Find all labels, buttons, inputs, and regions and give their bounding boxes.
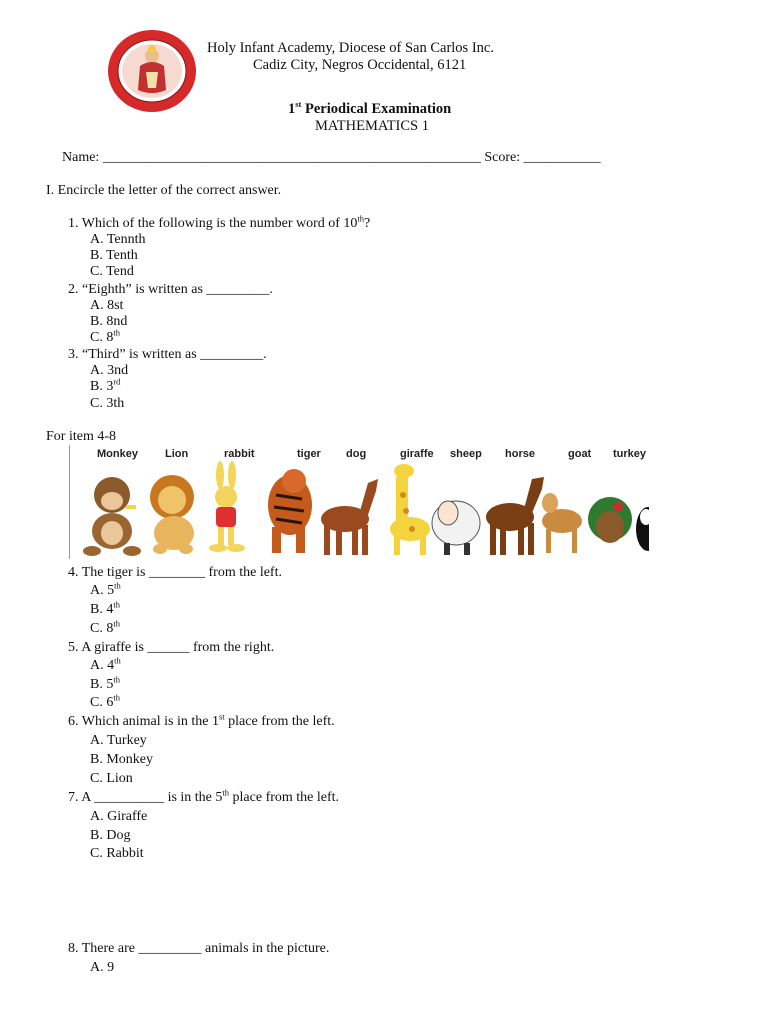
q5-option-c: C. 6th: [90, 692, 120, 710]
animal-label-turkey: turkey: [613, 448, 647, 460]
question-4: 4. The tiger is ________ from the left.: [68, 565, 282, 580]
q6-option-b: B. Monkey: [90, 752, 153, 767]
animal-label-sheep: sheep: [450, 448, 482, 460]
rabbit-illustration: [209, 461, 245, 552]
name-score-line: Name: ______________________________________________________ Score: ___________: [62, 150, 601, 165]
dog-illustration: [321, 479, 378, 555]
q1-option-a: A. Tennth: [90, 232, 146, 247]
q8-option-a: A. 9: [90, 960, 115, 975]
goat-illustration: [542, 493, 582, 553]
horse-illustration: [486, 477, 544, 555]
tiger-illustration: [268, 469, 312, 553]
q1-option-b: B. Tenth: [90, 248, 138, 263]
question-3: 3. “Third” is written as _________.: [68, 347, 267, 362]
q4-option-c: C. 8th: [90, 618, 120, 636]
question-2: 2. “Eighth” is written as _________.: [68, 282, 273, 297]
q2-option-c: C. 8th: [90, 327, 120, 345]
animal-label-dog: dog: [346, 448, 367, 460]
school-seal: [106, 28, 198, 114]
animal-label-rabbit: rabbit: [224, 448, 255, 460]
school-name: Holy Infant Academy, Diocese of San Carlos Inc.: [207, 40, 494, 56]
q5-option-b: B. 5th: [90, 674, 120, 692]
animal-label-goat: goat: [568, 448, 592, 460]
animal-label-horse: horse: [505, 448, 535, 460]
giraffe-illustration: [390, 464, 430, 555]
exam-title: 1st Periodical Examination: [288, 99, 452, 117]
q4-option-b: B. 4th: [90, 599, 120, 617]
q3-option-c: C. 3th: [90, 396, 125, 411]
lion-illustration: [150, 475, 194, 554]
question-5: 5. A giraffe is ______ from the right.: [68, 640, 275, 655]
q2-option-b: B. 8nd: [90, 314, 128, 329]
animal-label-monkey: Monkey: [97, 448, 138, 460]
monkey-illustration: [83, 477, 141, 556]
partial-animal-illustration: [636, 507, 649, 551]
animal-picture-strip: [69, 445, 649, 559]
q7-option-a: A. Giraffe: [90, 809, 148, 824]
q7-option-b: B. Dog: [90, 828, 131, 843]
q1-option-c: C. Tend: [90, 264, 134, 279]
animal-label-lion: Lion: [165, 448, 189, 460]
items-label: For item 4-8: [46, 429, 116, 444]
q6-option-a: A. Turkey: [90, 733, 147, 748]
q5-option-a: A. 4th: [90, 655, 121, 673]
question-7: 7. A __________ is in the 5th place from the left.: [68, 787, 340, 805]
animal-label-tiger: tiger: [297, 448, 321, 460]
turkey-illustration: [588, 497, 632, 543]
q3-option-b: B. 3rd: [90, 376, 121, 394]
q3-option-a: A. 3nd: [90, 363, 129, 378]
question-1: 1. Which of the following is the number word of 10th?: [68, 213, 371, 231]
q4-option-a: A. 5th: [90, 580, 121, 598]
question-6: 6. Which animal is in the 1st place from the left.: [68, 711, 335, 729]
school-address: Cadiz City, Negros Occidental, 6121: [253, 57, 467, 73]
section-instruction: I. Encircle the letter of the correct answer.: [46, 183, 282, 198]
sheep-illustration: [432, 501, 480, 555]
animal-label-giraffe: giraffe: [400, 448, 434, 460]
q6-option-c: C. Lion: [90, 771, 133, 786]
question-8: 8. There are _________ animals in the picture.: [68, 941, 330, 956]
q2-option-a: A. 8st: [90, 298, 124, 313]
q7-option-c: C. Rabbit: [90, 846, 144, 861]
exam-subject: MATHEMATICS 1: [315, 118, 429, 134]
